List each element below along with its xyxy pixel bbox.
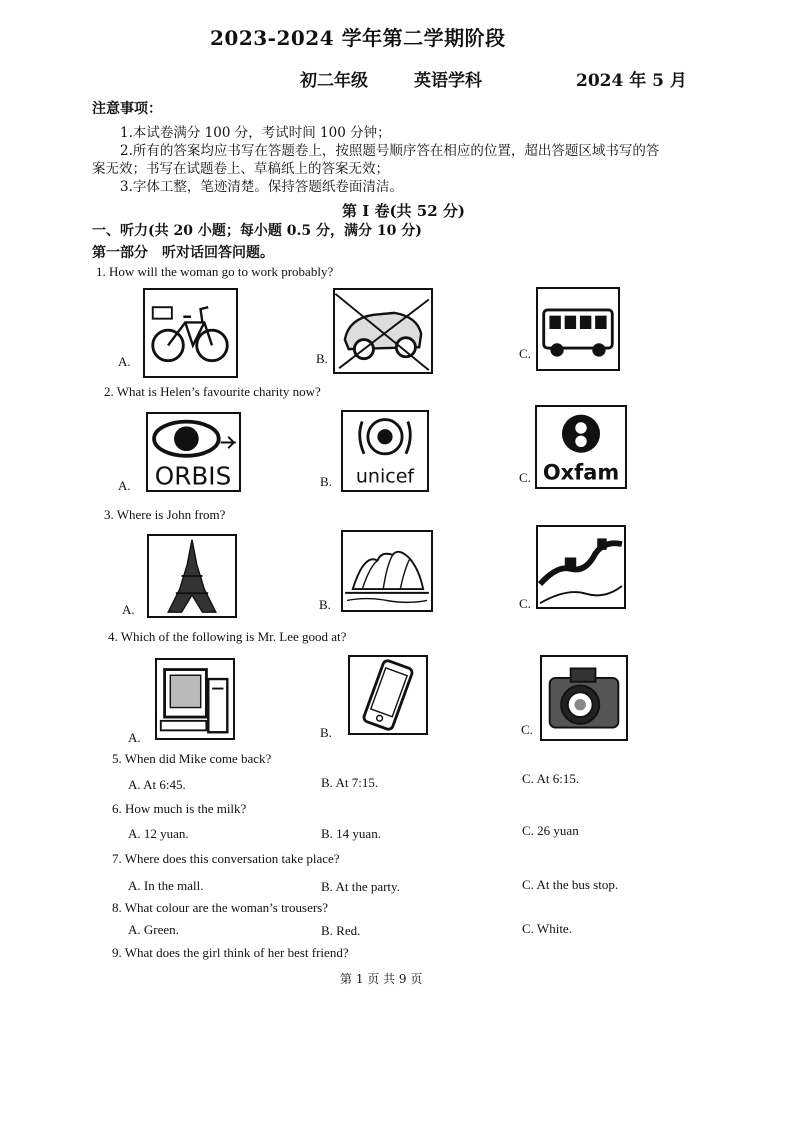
q6-option-a: A. 12 yuan.: [128, 826, 189, 841]
car-crossed-picture: [333, 288, 433, 374]
smartphone-picture: [348, 655, 428, 735]
q1-option-a-letter: A.: [118, 354, 131, 369]
q1-option-c-letter: C.: [519, 346, 531, 361]
q6-option-c: C. 26 yuan: [522, 823, 579, 838]
volume-title: 第 I 卷(共 52 分): [342, 202, 465, 220]
smartphone-icon: [350, 657, 426, 733]
question-7: 7. Where does this conversation take place?: [112, 851, 340, 866]
oxfam-logo-text: Oxfam: [542, 460, 620, 485]
exam-title: 2023-2024 学年第二学期阶段: [210, 26, 506, 50]
computer-icon: [157, 660, 233, 738]
page-footer: 第 1 页 共 9 页: [340, 972, 423, 986]
notice-item-1: 1.本试卷满分 100 分，考试时间 100 分钟；: [120, 125, 391, 141]
q5-option-c: C. At 6:15.: [522, 771, 580, 786]
question-5: 5. When did Mike come back?: [112, 751, 272, 766]
oxfam-logo-icon: [537, 407, 625, 487]
notice-item-3: 3.字体工整，笔迹清楚。保持答题纸卷面清洁。: [120, 179, 403, 195]
q6-option-b: B. 14 yuan.: [321, 826, 381, 841]
bus-picture: [536, 287, 620, 371]
computer-picture: [155, 658, 235, 740]
eiffel-tower-picture: [147, 534, 237, 618]
q8-option-a: A. Green.: [128, 922, 179, 937]
orbis-logo-picture: [146, 412, 241, 492]
camera-picture: [540, 655, 628, 741]
question-6: 6. How much is the milk?: [112, 801, 247, 816]
q3-option-a-letter: A.: [122, 602, 135, 617]
orbis-logo-text: ORBIS: [154, 461, 232, 490]
camera-icon: [542, 657, 626, 739]
q2-option-c-letter: C.: [519, 470, 531, 485]
sydney-opera-house-picture: [341, 530, 433, 612]
question-4: 4. Which of the following is Mr. Lee good at?: [108, 629, 347, 644]
question-8: 8. What colour are the woman’s trousers?: [112, 900, 328, 915]
great-wall-picture: [536, 525, 626, 609]
q2-option-b-letter: B.: [320, 474, 332, 489]
q7-option-b: B. At the party.: [321, 879, 400, 894]
bicycle-picture: [143, 288, 238, 378]
q1-option-b-letter: B.: [316, 351, 328, 366]
notice-heading: 注意事项：: [92, 101, 162, 117]
q5-option-b: B. At 7:15.: [321, 775, 379, 790]
q8-option-b: B. Red.: [321, 923, 361, 938]
question-9: 9. What does the girl think of her best friend?: [112, 945, 349, 960]
q7-option-a: A. In the mall.: [128, 878, 204, 893]
date-label: 2024 年 5 月: [576, 71, 687, 91]
question-2: 2. What is Helen’s favourite charity now?: [104, 384, 321, 399]
part-heading: 第一部分 听对话回答问题。: [92, 245, 274, 261]
section-heading: 一、听力(共 20 小题；每小题 0.5 分，满分 10 分): [92, 223, 422, 239]
bicycle-icon: [145, 290, 236, 376]
subject-label: 英语学科: [414, 71, 482, 91]
q3-option-b-letter: B.: [319, 597, 331, 612]
q4-option-b-letter: B.: [320, 725, 332, 740]
car-crossed-icon: [335, 290, 431, 372]
sydney-opera-house-icon: [343, 532, 431, 610]
q4-option-a-letter: A.: [128, 730, 141, 745]
q4-option-c-letter: C.: [521, 722, 533, 737]
q2-option-a-letter: A.: [118, 478, 131, 493]
orbis-logo-icon: [148, 414, 239, 490]
q3-option-c-letter: C.: [519, 596, 531, 611]
question-3: 3. Where is John from?: [104, 507, 226, 522]
notice-item-2-cont: 案无效；书写在试题卷上、草稿纸上的答案无效；: [92, 161, 389, 177]
eiffel-tower-icon: [149, 536, 235, 616]
unicef-logo-icon: [343, 412, 427, 490]
oxfam-logo-picture: [535, 405, 627, 489]
bus-icon: [538, 289, 618, 369]
unicef-logo-picture: [341, 410, 429, 492]
unicef-logo-text: unicef: [355, 465, 415, 488]
great-wall-icon: [538, 527, 624, 607]
grade-label: 初二年级: [300, 71, 368, 91]
notice-item-2: 2.所有的答案均应书写在答题卷上，按照题号顺序答在相应的位置，超出答题区域书写的答: [120, 143, 660, 159]
q5-option-a: A. At 6:45.: [128, 777, 186, 792]
q8-option-c: C. White.: [522, 921, 572, 936]
q7-option-c: C. At the bus stop.: [522, 877, 619, 892]
question-1: 1. How will the woman go to work probably?: [96, 264, 334, 279]
